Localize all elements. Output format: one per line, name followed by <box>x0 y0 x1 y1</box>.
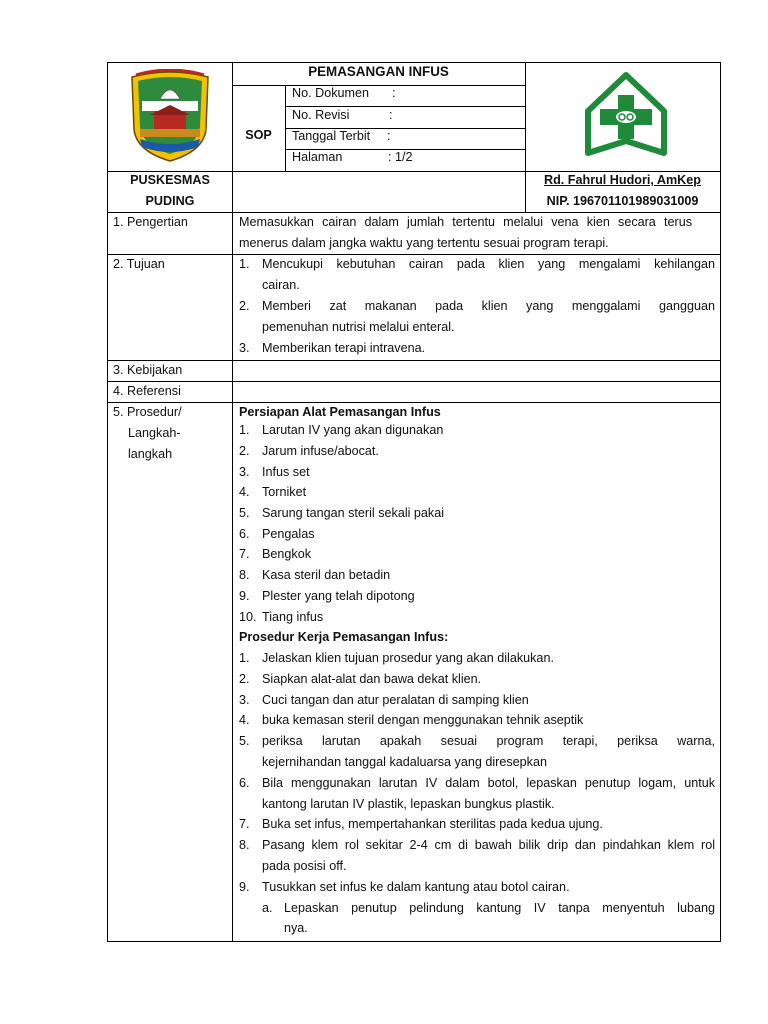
grid-line <box>108 381 720 382</box>
section-label: 1. Pengertian <box>113 215 188 229</box>
section-text: menerus dalam jangka waktu yang tertentu sesuai program terapi. <box>239 236 609 250</box>
section-label: 4. Referensi <box>113 384 181 398</box>
list-number: 1. <box>239 257 250 271</box>
section-label: 3. Kebijakan <box>113 363 183 377</box>
list-item: kejernihandan tanggal kadaluarsa yang diresepkan <box>262 755 547 769</box>
list-number: 1. <box>239 423 250 437</box>
list-item: Larutan IV yang akan digunakan <box>262 423 444 437</box>
subsection-heading: Persiapan Alat Pemasangan Infus <box>239 405 441 419</box>
sub-list-letter: a. <box>262 901 273 915</box>
org-name-line2: PUDING <box>145 194 195 208</box>
list-item: Pengalas <box>262 527 315 541</box>
list-item: Memberikan terapi intravena. <box>262 341 426 355</box>
section-label: 5. Prosedur/ <box>113 405 182 419</box>
doc-field-label: No. Revisi <box>292 108 350 122</box>
doc-field-value: : <box>392 86 396 100</box>
list-item: Pasang klem rol sekitar 2-4 cm di bawah bilik drip dan pindahkan klem rol <box>262 838 715 852</box>
list-number: 8. <box>239 568 250 582</box>
list-item: Tiang infus <box>262 610 324 624</box>
sub-list-item: Lepaskan penutup pelindung kantung IV tanpa menyentuh lubang <box>284 901 715 915</box>
list-item: cairan. <box>262 278 300 292</box>
list-number: 9. <box>239 880 250 894</box>
section-label: 2. Tujuan <box>113 257 165 271</box>
list-item: Memberi zat makanan pada klien yang menggalami gangguan <box>262 299 715 313</box>
list-number: 5. <box>239 506 250 520</box>
list-number: 8. <box>239 838 250 852</box>
list-number: 7. <box>239 817 250 831</box>
list-number: 6. <box>239 527 250 541</box>
list-item: Tusukkan set infus ke dalam kantung atau botol cairan. <box>262 880 570 894</box>
org-name-line1: PUSKESMAS <box>130 173 210 187</box>
grid-line <box>285 106 525 107</box>
sop-title: PEMASANGAN INFUS <box>308 64 449 79</box>
list-item: Siapkan alat-alat dan bawa dekat klien. <box>262 672 482 686</box>
grid-line <box>232 63 233 942</box>
signer-name: Rd. Fahrul Hudori, AmKep <box>544 173 701 187</box>
list-number: 6. <box>239 776 250 790</box>
list-item: Plester yang telah dipotong <box>262 589 415 603</box>
puskesmas-logo <box>580 71 672 167</box>
list-item: Bila menggunakan larutan IV dalam botol, lepaskan penutup logam, untuk <box>262 776 715 790</box>
doc-field-label: No. Dokumen <box>292 86 369 100</box>
list-item: Cuci tangan dan atur peralatan di samping klien <box>262 693 529 707</box>
list-number: 4. <box>239 485 250 499</box>
list-item: buka kemasan steril dengan menggunakan tehnik aseptik <box>262 713 584 727</box>
list-item: Torniket <box>262 485 307 499</box>
list-number: 5. <box>239 734 250 748</box>
sub-list-item: nya. <box>284 921 308 935</box>
sop-document <box>107 62 721 942</box>
list-number: 1. <box>239 651 250 665</box>
list-number: 9. <box>239 589 250 603</box>
section-label: Langkah- <box>128 426 181 440</box>
list-item: Jelaskan klien tujuan prosedur yang akan dilakukan. <box>262 651 554 665</box>
doc-field-value: : <box>387 129 391 143</box>
doc-field-value: : <box>389 108 393 122</box>
list-number: 2. <box>239 672 250 686</box>
list-item: Jarum infuse/abocat. <box>262 444 379 458</box>
section-text: Memasukkan cairan dalam jumlah tertentu melalui vena kien secara terus <box>239 215 692 229</box>
list-number: 2. <box>239 444 250 458</box>
list-number: 3. <box>239 465 250 479</box>
subsection-heading: Prosedur Kerja Pemasangan Infus: <box>239 630 449 644</box>
doc-field-value: : 1/2 <box>388 150 413 164</box>
list-item: Sarung tangan steril sekali pakai <box>262 506 445 520</box>
list-item: Buka set infus, mempertahankan sterilitas pada kedua ujung. <box>262 817 603 831</box>
list-item: Bengkok <box>262 547 312 561</box>
list-number: 3. <box>239 341 250 355</box>
doc-field-label: Halaman <box>292 150 343 164</box>
grid-line <box>108 360 720 361</box>
list-number: 4. <box>239 713 250 727</box>
list-item: kantong larutan IV plastik, lepaskan bungkus plastik. <box>262 797 555 811</box>
list-item: Kasa steril dan betadin <box>262 568 391 582</box>
list-item: Mencukupi kebutuhan cairan pada klien yang mengalami kehilangan <box>262 257 715 271</box>
list-number: 7. <box>239 547 250 561</box>
list-item: pada posisi off. <box>262 859 347 873</box>
list-item: Infus set <box>262 465 310 479</box>
doc-field-label: Tanggal Terbit <box>292 129 371 143</box>
list-item: periksa larutan apakah sesuai program terapi, periksa warna, <box>262 734 715 748</box>
grid-line <box>232 85 525 86</box>
sop-label: SOP <box>245 128 272 142</box>
list-number: 10. <box>239 610 257 624</box>
regional-emblem <box>126 69 214 165</box>
list-number: 2. <box>239 299 250 313</box>
signer-nip: NIP. 196701101989031009 <box>546 194 699 208</box>
section-label: langkah <box>128 447 173 461</box>
list-number: 3. <box>239 693 250 707</box>
list-item: pemenuhan nutrisi melalui enteral. <box>262 320 455 334</box>
